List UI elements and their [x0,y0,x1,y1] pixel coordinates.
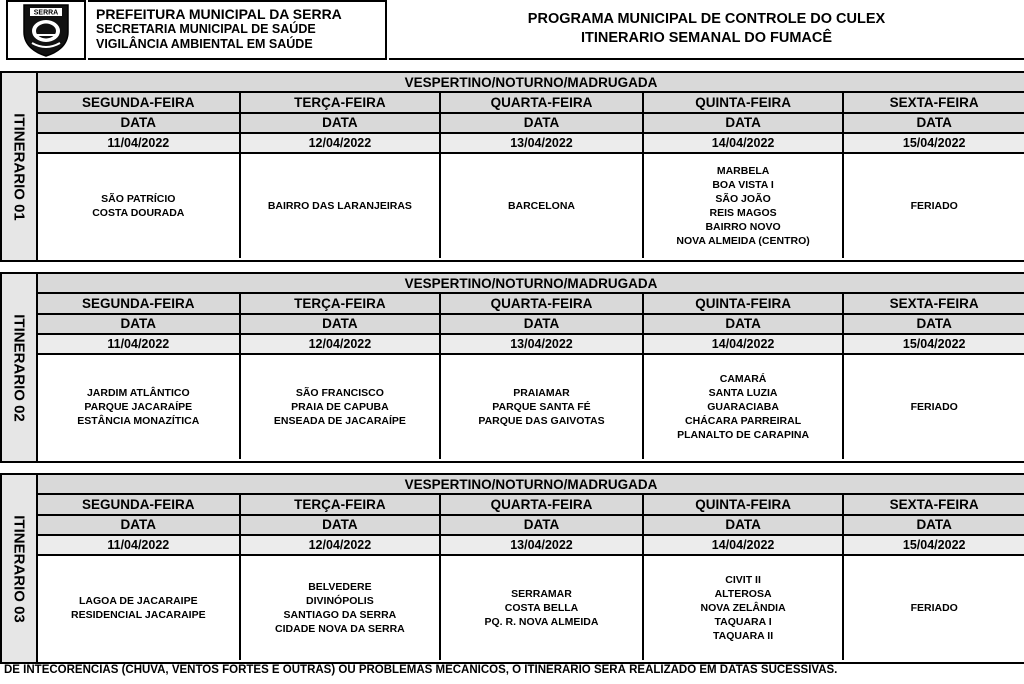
itinerary-grid [38,475,1024,662]
neighborhood: SÃO FRANCISCO [295,387,384,399]
weekday-cell: SEGUNDA-FEIRA [38,495,241,514]
date-label-cell: DATA [38,114,241,132]
itinerary-grid [38,73,1024,260]
neighborhoods-row [38,355,1024,459]
neighborhood: PLANALTO DE CARAPINA [677,429,810,441]
org-name: PREFEITURA MUNICIPAL DA SERRA [96,6,342,22]
date-label-cell: DATA [916,517,952,532]
neighborhood-cell [38,556,241,660]
neighborhood: SÃO JOÃO [715,193,771,205]
period-header: VESPERTINO/NOTURNO/MADRUGADA [38,274,1024,294]
neighborhood: TAQUARA I [714,616,772,628]
date-label-row [38,315,1024,335]
holiday-note: FERIADO [910,200,958,212]
date-cell: 11/04/2022 [38,536,241,554]
itinerary-side-label [2,475,38,662]
neighborhood: RESIDENCIAL JACARAIPE [71,609,206,621]
date-cell: 14/04/2022 [644,536,845,554]
date-cell: 14/04/2022 [644,335,845,353]
document-header [0,0,1024,62]
neighborhood: SERRAMAR [511,588,572,600]
date-label-cell: DATA [241,516,442,534]
weekday-cell: QUARTA-FEIRA [441,93,644,112]
neighborhood: BARCELONA [507,200,576,212]
neighborhood: COSTA BELLA [504,602,579,614]
itinerary-label: ITINERARIO 02 [10,313,28,422]
neighborhood-cell [241,154,442,258]
weekday-cell: SEGUNDA-FEIRA [38,93,241,112]
neighborhood: ENSEADA DE JACARAÍPE [273,415,406,427]
neighborhood: BAIRRO DAS LARANJEIRAS [267,200,412,212]
itinerary-table-2 [0,272,1024,463]
neighborhood: ALTEROSA [714,588,772,600]
neighborhood: REIS MAGOS [709,207,777,219]
weekday-cell: SEXTA-FEIRA [889,95,979,110]
weekday-row [38,93,1024,114]
program-title: PROGRAMA MUNICIPAL DE CONTROLE DO CULEX [527,11,886,27]
neighborhoods-row [38,556,1024,660]
itinerary-grid [38,274,1024,461]
date-cell: 12/04/2022 [241,536,442,554]
itinerary-label: ITINERARIO 03 [10,514,28,623]
weekday-cell: QUINTA-FEIRA [644,495,845,514]
neighborhood: SANTA LUZIA [708,387,778,399]
date-label-cell: DATA [38,516,241,534]
neighborhood-cell [38,355,241,459]
org-secretariat: SECRETARIA MUNICIPAL DE SAÚDE [96,22,316,36]
neighborhood-cell [441,556,644,660]
neighborhood: CIDADE NOVA DA SERRA [275,623,405,635]
date-cell: 13/04/2022 [441,335,644,353]
neighborhood: ESTÂNCIA MONAZÍTICA [77,415,200,427]
date-label-cell: DATA [38,315,241,333]
itinerary-table-3 [0,473,1024,664]
weekday-row [38,495,1024,516]
logo-text: SERRA [33,9,59,17]
date-cell: 11/04/2022 [38,335,241,353]
date-cell: 12/04/2022 [241,134,442,152]
neighborhood-cell [644,556,845,660]
neighborhood-cell [441,355,644,459]
neighborhood: PARQUE SANTA FÉ [492,401,591,413]
municipality-crest-logo [8,2,84,58]
neighborhood: PQ. R. NOVA ALMEIDA [484,616,599,628]
neighborhood: GUARACIABA [707,401,779,413]
neighborhood: CIVIT II [725,574,761,586]
weekday-cell: TERÇA-FEIRA [241,294,442,313]
itinerary-side-label [2,274,38,461]
program-title-block [389,0,1024,60]
program-subtitle: ITINERARIO SEMANAL DO FUMACÊ [580,30,833,46]
itinerary-table-1 [0,71,1024,262]
date-label-cell: DATA [441,516,644,534]
weekday-cell: QUARTA-FEIRA [441,294,644,313]
weekday-cell: TERÇA-FEIRA [241,495,442,514]
neighborhood-cell [441,154,644,258]
neighborhood: JARDIM ATLÂNTICO [86,387,190,399]
neighborhood-cell [241,355,442,459]
date-row [38,134,1024,154]
neighborhood: CHÁCARA PARREIRAL [685,415,802,427]
date-label-cell: DATA [916,115,952,130]
date-label-cell: DATA [441,315,644,333]
footer-note: DE INTECORENCIAS (CHUVA, VENTOS FORTES E OUTRAS) OU PROBLEMAS MECÂNICOS, O ITINERARIO SERÁ REALIZADO EM DATAS SUCESSIVAS. [4,664,838,676]
neighborhood: COSTA DOURADA [92,207,185,219]
neighborhood: BELVEDERE [308,581,372,593]
itinerary-side-label [2,73,38,260]
weekday-cell: QUINTA-FEIRA [644,93,845,112]
date-label-cell: DATA [916,316,952,331]
date-label-cell: DATA [241,114,442,132]
date-label-cell: DATA [441,114,644,132]
date-cell: 13/04/2022 [441,134,644,152]
date-cell: 11/04/2022 [38,134,241,152]
organization-block [88,0,387,60]
neighborhood-cell [38,154,241,258]
date-label-cell: DATA [644,114,845,132]
date-label-cell: DATA [644,315,845,333]
holiday-note: FERIADO [910,401,958,413]
neighborhood: NOVA ZELÂNDIA [700,602,786,614]
org-department: VIGILÂNCIA AMBIENTAL EM SAÚDE [96,37,313,51]
neighborhood-cell [241,556,442,660]
period-header: VESPERTINO/NOTURNO/MADRUGADA [38,475,1024,495]
neighborhood: BAIRRO NOVO [705,221,781,233]
neighborhoods-row [38,154,1024,258]
neighborhood-cell [844,355,1024,459]
logo-box [6,0,86,60]
neighborhood: TAQUARA II [713,630,774,642]
date-label-cell: DATA [644,516,845,534]
neighborhood: LAGOA DE JACARAIPE [78,595,198,607]
holiday-note: FERIADO [910,602,958,614]
neighborhood: MARBELA [716,165,770,177]
neighborhood: PRAIAMAR [513,387,570,399]
weekday-cell: QUARTA-FEIRA [441,495,644,514]
date-cell: 14/04/2022 [644,134,845,152]
date-row [38,536,1024,556]
date-cell: 15/04/2022 [902,136,966,150]
itinerary-label: ITINERARIO 01 [10,112,28,221]
weekday-cell: SEXTA-FEIRA [889,497,979,512]
period-header: VESPERTINO/NOTURNO/MADRUGADA [38,73,1024,93]
date-cell: 15/04/2022 [902,538,966,552]
neighborhood: NOVA ALMEIDA (CENTRO) [676,235,810,247]
neighborhood: PARQUE JACARAÍPE [84,401,193,413]
weekday-cell: SEGUNDA-FEIRA [38,294,241,313]
neighborhood-cell [644,154,845,258]
weekday-row [38,294,1024,315]
weekday-cell: TERÇA-FEIRA [241,93,442,112]
neighborhood: SÃO PATRÍCIO [101,193,176,205]
neighborhood: CAMARÁ [719,373,767,385]
neighborhood: SANTIAGO DA SERRA [283,609,397,621]
date-cell: 15/04/2022 [902,337,966,351]
weekday-cell: QUINTA-FEIRA [644,294,845,313]
neighborhood-cell [644,355,845,459]
neighborhood: BOA VISTA I [712,179,774,191]
date-label-cell: DATA [241,315,442,333]
neighborhood-cell [844,556,1024,660]
date-label-row [38,516,1024,536]
date-cell: 12/04/2022 [241,335,442,353]
date-label-row [38,114,1024,134]
neighborhood: PARQUE DAS GAIVOTAS [478,415,605,427]
neighborhood-cell [844,154,1024,258]
neighborhood: DIVINÓPOLIS [306,595,374,607]
date-cell: 13/04/2022 [441,536,644,554]
date-row [38,335,1024,355]
neighborhood: PRAIA DE CAPUBA [291,401,389,413]
weekday-cell: SEXTA-FEIRA [889,296,979,311]
